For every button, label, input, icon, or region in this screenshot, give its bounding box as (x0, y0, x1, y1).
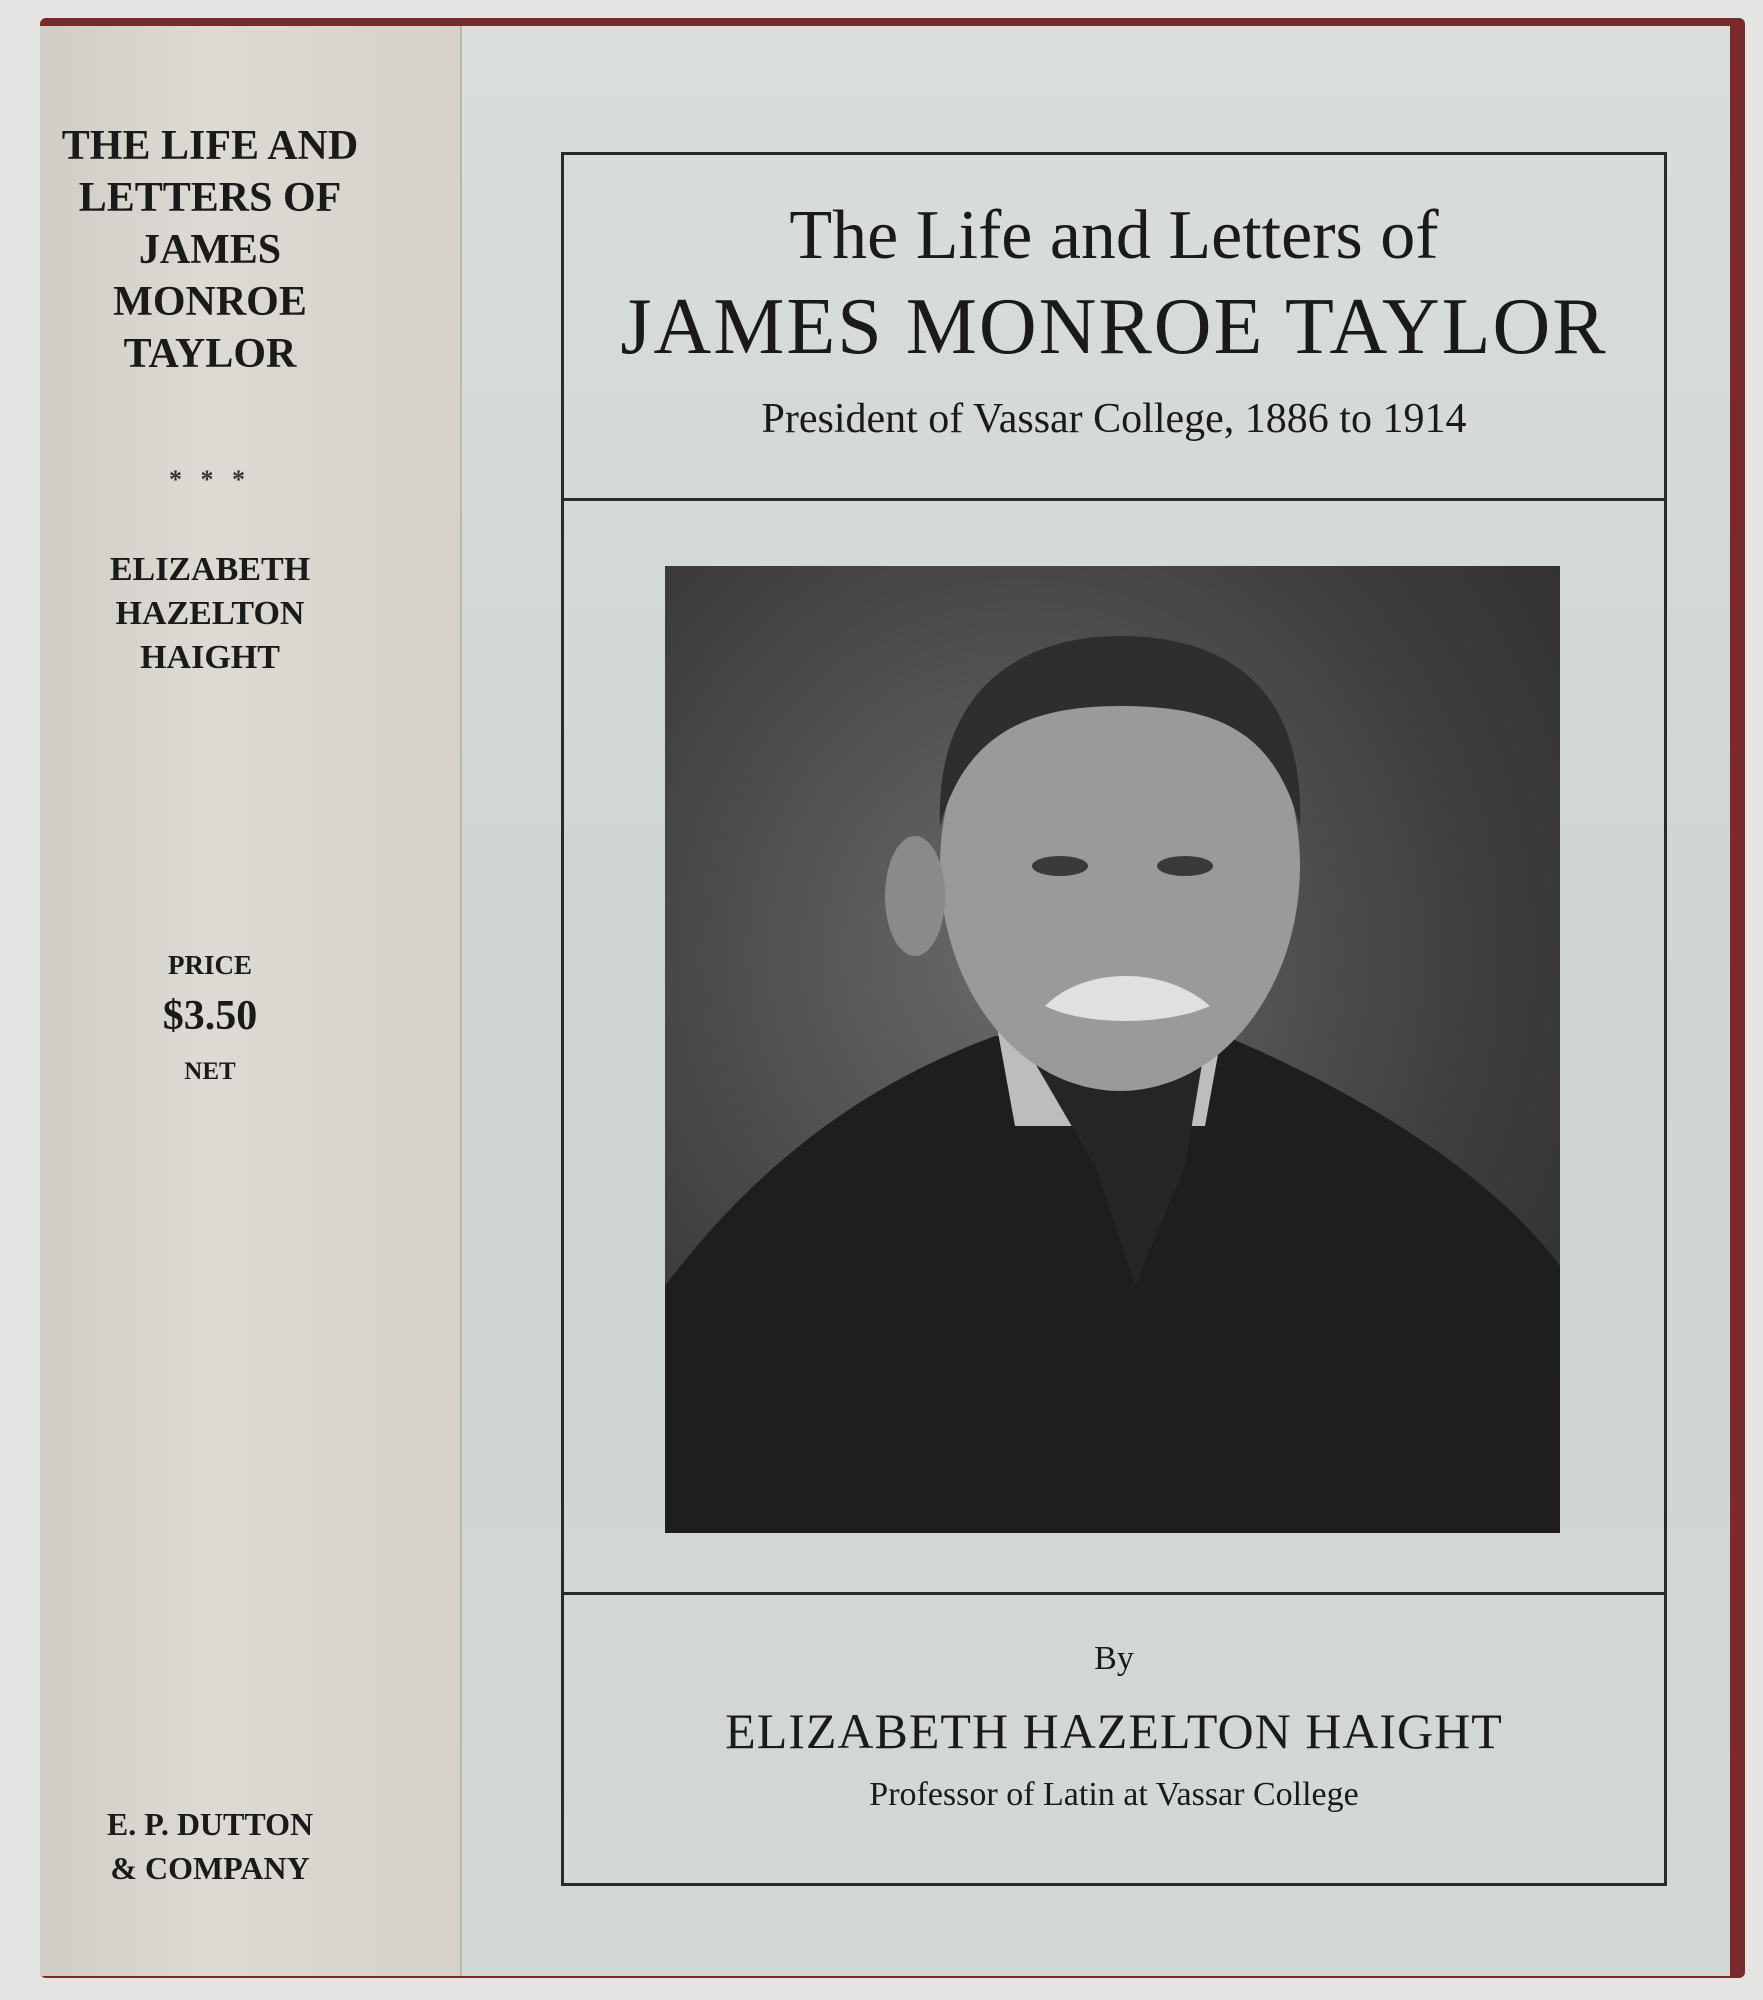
spine-title-line: THE LIFE AND (61, 123, 359, 169)
spine-publisher-line: & COMPANY (110, 1850, 310, 1886)
spine-publisher-line: E. P. DUTTON (106, 1806, 314, 1842)
title-divider (561, 498, 1664, 501)
spine-title-line: LETTERS OF (78, 175, 342, 221)
cover-by-label: By (1094, 1640, 1134, 1677)
spine-author (0, 548, 420, 680)
cover-heading: The Life and Letters of (789, 197, 1439, 274)
spine-price-note: NET (184, 1058, 236, 1085)
cover-author: ELIZABETH HAZELTON HAIGHT (725, 1703, 1503, 1759)
author-divider (561, 1592, 1664, 1595)
portrait-illustration (665, 566, 1560, 1533)
spine-author-line: HAIGHT (140, 639, 280, 676)
spine-price-label: PRICE (167, 950, 252, 980)
cover-subtitle: President of Vassar College, 1886 to 1914 (761, 396, 1467, 442)
spine-author-line: ELIZABETH (109, 551, 311, 588)
spine-publisher (0, 1802, 420, 1890)
spine-ornament: * * * (169, 465, 251, 494)
spine-title-line: JAMES (138, 227, 282, 273)
spine-title-line: TAYLOR (123, 331, 297, 377)
cover-title-name: JAMES MONROE TAYLOR (620, 283, 1608, 371)
spine-author-line: HAZELTON (115, 595, 305, 632)
portrait-photo (665, 566, 1560, 1533)
spine-title-line: MONROE (113, 279, 307, 325)
spine-price: $3.50 (162, 993, 258, 1039)
cover-author-affiliation: Professor of Latin at Vassar College (869, 1776, 1359, 1813)
spine-title (0, 120, 420, 380)
